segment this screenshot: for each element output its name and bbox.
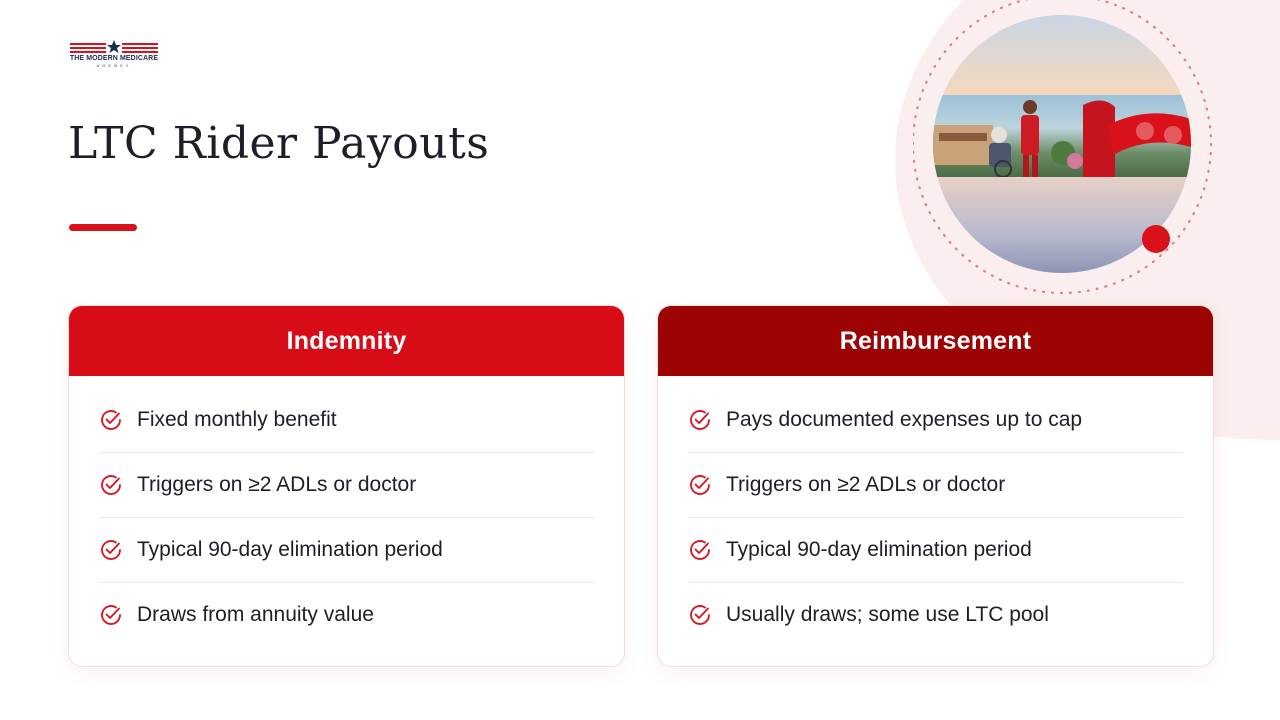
check-circle-icon [688,603,712,627]
scene-strip [933,95,1191,177]
check-circle-icon [99,538,123,562]
list-item [688,388,1183,453]
item-text: Typical 90-day elimination period [726,538,1032,561]
check-circle-icon [688,408,712,432]
check-circle-icon [688,538,712,562]
accent-dot [1142,225,1170,253]
item-text: Triggers on ≥2 ADLs or doctor [726,473,1006,496]
logo-subtext: AGENCY [96,63,132,68]
logo-text: THE MODERN MEDICARE [69,55,159,62]
caregiver-scene [933,95,1191,177]
item-text: Draws from annuity value [137,603,374,626]
reimbursement-card-title: Reimbursement [658,306,1213,376]
page-title: LTC Rider Payouts [68,118,490,169]
indemnity-card [68,305,625,667]
list-item [688,453,1183,518]
item-text: Typical 90-day elimination period [137,538,443,561]
item-text: Triggers on ≥2 ADLs or doctor [137,473,417,496]
list-item [99,388,594,453]
title-accent-bar [69,224,137,231]
reimbursement-card [657,305,1214,667]
hero-illustration [913,0,1213,300]
check-circle-icon [99,473,123,497]
check-circle-icon [99,408,123,432]
item-text: Usually draws; some use LTC pool [726,603,1049,626]
list-item [99,518,594,583]
list-item [99,453,594,518]
item-text: Pays documented expenses up to cap [726,408,1083,431]
indemnity-list [69,376,624,647]
check-circle-icon [99,603,123,627]
reimbursement-list [658,376,1213,647]
list-item [688,518,1183,583]
list-item [99,583,594,647]
star-flag-icon [68,40,160,54]
agency-logo [68,40,160,70]
list-item [688,583,1183,647]
check-circle-icon [688,473,712,497]
indemnity-card-title: Indemnity [69,306,624,376]
item-text: Fixed monthly benefit [137,408,337,431]
